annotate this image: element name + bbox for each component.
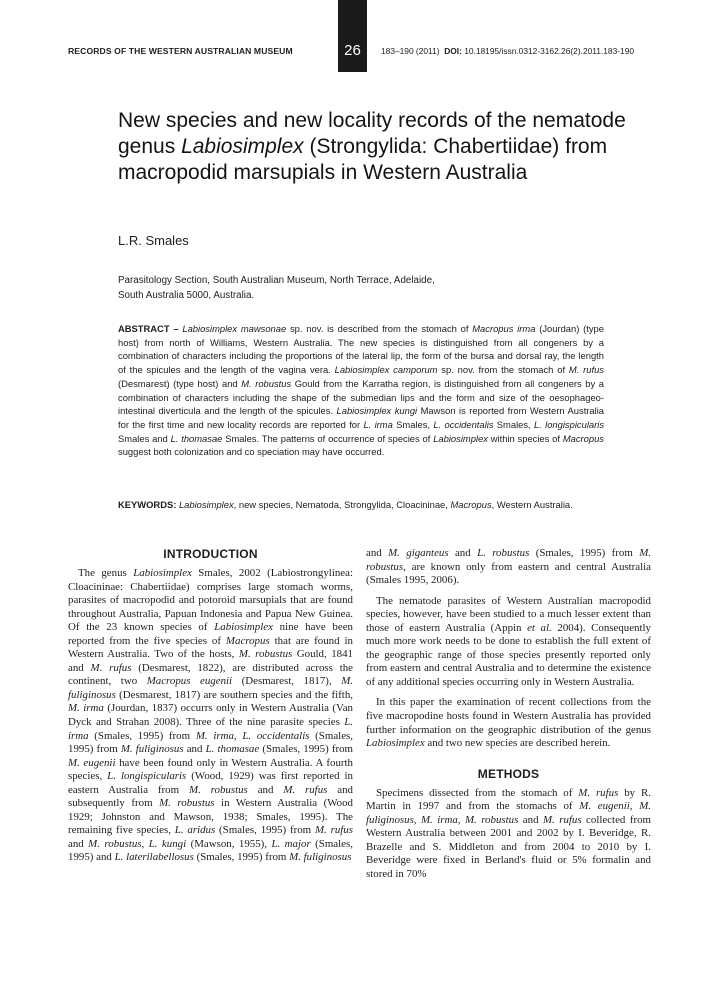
article-title (118, 108, 628, 186)
italic-text-run: M. robustus (189, 783, 248, 796)
italic-text-run: Macropus (225, 634, 270, 647)
doi-value: 10.18195/issn.0312-3162.26(2).2011.183-190 (464, 46, 635, 56)
methods-paragraph-1 (366, 787, 651, 882)
abstract-label: ABSTRACT – (118, 323, 179, 334)
text-run: and (448, 547, 478, 559)
text-run: Smales, (392, 418, 434, 430)
text-run: , are known only from eastern and central Australia (Smales 1995, 2006). (366, 560, 651, 587)
text-run: (Mawson, 1955), (186, 837, 272, 850)
italic-text-run: M. irma (68, 702, 104, 715)
text-run: Smales, (493, 418, 534, 430)
text-run: (Jourdan, 1837) occurrs only in Western Australia (Van Dyck and Strahan 2008). Three of the nine parasite species (68, 702, 353, 729)
introduction-heading: INTRODUCTION (163, 547, 258, 561)
text-run: (Smales, 1995) from (193, 851, 290, 864)
italic-text-run: Macropus (562, 432, 604, 444)
text-run: (Wood, 1929) was first reported in eastern Australia from (68, 770, 353, 796)
italic-text-run: Macropus (450, 499, 492, 510)
abstract (118, 322, 604, 459)
italic-text-run: L. kungi (148, 837, 187, 850)
italic-text-run: L. robustus (477, 547, 530, 559)
italic-text-run: L. laterilabellosus (114, 851, 194, 864)
text-run: Mawson is reported from Western Australia for the first time and new locality records are reported for (118, 405, 605, 430)
keywords-body (176, 499, 572, 510)
text-run: in Western Australia (Wood 1929; Johnston and Mawson, 1938; Smales, 1995). The remaining five species, (68, 797, 353, 837)
title-part-1: New species and new locality records of the nematode genus (118, 109, 626, 158)
italic-text-run: Macropus eugenii (146, 675, 233, 688)
text-run: and two new species are described herein. (424, 737, 611, 750)
affiliation-line-1: Parasitology Section, South Australian Museum, North Terrace, Adelaide, (118, 275, 435, 286)
volume-tab (338, 0, 367, 72)
italic-text-run: M. irma (195, 729, 234, 742)
text-run: (Smales, 1995) from (215, 824, 315, 837)
italic-text-run: M. rufus (90, 661, 132, 674)
italic-text-run: L. occidentalis (242, 729, 310, 742)
text-run: and (68, 837, 89, 850)
italic-text-run: M. robustus (238, 648, 293, 661)
intro-paragraph-3 (366, 696, 651, 750)
italic-text-run: Labiosimplex mawsonae (182, 323, 287, 334)
text-run: The genus (78, 567, 134, 579)
text-run: Gould from the Karratha region, is distinguished from all congeners by a combination of characters including the shape of the submedian lips and the form and size of the oesophageo-intestinal diverticula and the length of the spicules. (118, 377, 605, 417)
text-run: Smales, 2002 (Labiostrongylinea: Cloacininae: Chabertiidae) comprises large stomach worms, parasites of macropodid and potoroid marsupials that are found throughout Australia, Papuan Indonesia and Papua New Guinea. Of the 23 known species of (68, 567, 353, 634)
italic-text-run: Labiosimplex (178, 499, 234, 510)
text-run: suggest both colonization and co speciation may have occurred. (118, 446, 385, 458)
title-part-2: (Strongylida: Chabertiidae) from macropodid marsupials in Western Australia (118, 135, 608, 184)
intro-paragraph-2 (366, 595, 651, 690)
text-run: nine have been reported from the five species of (68, 621, 353, 647)
affiliation-line-2: South Australia 5000, Australia. (118, 290, 255, 301)
italic-text-run: L. irma (363, 418, 393, 430)
italic-text-run: M. robustus (241, 377, 292, 389)
text-run: In this paper the examination of recent collections from the five macropodine hosts found in Western Australia has provided further information on the geographic distribution of the genus (366, 696, 651, 736)
volume-number: 26 (344, 42, 361, 59)
text-run: by R. Martin in 1997 and from the stomachs of (366, 786, 651, 813)
text-run: that are found in Western Australia. Two of the hosts, (68, 634, 353, 661)
italic-text-run: M. fuliginosus (289, 851, 352, 864)
italic-text-run: L. occidentalis (433, 418, 494, 430)
header-citation (381, 46, 634, 56)
text-run: 2004). Consequently much more work needs to be done to establish the full extent of the geographic range of those species presently reported only from eastern and central Australia and to determine the existence of any additional species occurring only in Western Australia. (366, 621, 651, 688)
right-column (366, 547, 651, 888)
text-run: (Jourdan) (type host) from north of Williams, Western Australia. The new species is distinguished from all congeners by a combination of characters including the proportions of the lateral lip, the form of the bursa and dorsal ray, the length of the spicules and the length of the vagina vera. (118, 323, 604, 376)
italic-text-run: M. robustus (159, 797, 215, 810)
text-run: (Smales, 1995) from (259, 743, 353, 756)
italic-text-run: M. eugenii, M. fuliginosus, M. irma, M. robustus (366, 800, 652, 826)
intro-paragraph-continued (366, 547, 651, 588)
text-run: (Desmarest, 1817), (232, 675, 342, 688)
italic-text-run: Labiosimplex camporum (334, 364, 438, 376)
text-run: sp. nov. from the stomach of (437, 364, 569, 376)
italic-text-run: Labiosimplex (133, 567, 192, 579)
italic-text-run: Macropus irma (472, 323, 536, 334)
text-run: , (233, 729, 243, 742)
doi-label: DOI: (444, 46, 462, 56)
text-run: and (366, 547, 389, 559)
italic-text-run: et al. (527, 621, 552, 634)
italic-text-run: M. rufus (568, 364, 604, 376)
text-run: Smales. The patterns of occurrence of species of (222, 432, 434, 444)
text-run: sp. nov. is described from the stomach of (286, 323, 473, 334)
text-run: The nematode parasites of Western Australian macropodid species, however, have been studied to a much lesser extent than those of eastern Australia (Appin (366, 594, 651, 634)
italic-text-run: M. robustus (88, 837, 142, 850)
text-run: (Desmarest, 1822), are distributed across the continent, two (68, 661, 353, 688)
italic-text-run: M. giganteus (388, 547, 449, 559)
left-column (68, 547, 353, 872)
title-genus: Labiosimplex (181, 135, 304, 158)
italic-text-run: L. thomasae (170, 432, 223, 444)
text-run: (Smales, 1995) from (88, 729, 196, 742)
text-run: (Desmarest, 1817) are southern species and the fifth, (115, 688, 353, 701)
italic-text-run: Labiosimplex (366, 737, 425, 750)
affiliation (118, 273, 538, 303)
italic-text-run: Labiosimplex (214, 621, 273, 634)
text-run: (Smales, 1995) and (68, 837, 353, 864)
italic-text-run: M. rufus (578, 786, 619, 799)
italic-text-run: L. irma (68, 716, 353, 742)
abstract-body (118, 323, 604, 457)
italic-text-run: Labiosimplex (433, 432, 488, 444)
text-run: within species of (487, 432, 563, 444)
italic-text-run: L. major (271, 837, 311, 850)
italic-text-run: L. thomasae (205, 743, 260, 756)
text-run: (Smales, 1995) from (68, 729, 353, 756)
italic-text-run: Labiosimplex kungi (336, 405, 418, 417)
keywords-label: KEYWORDS: (118, 499, 177, 510)
text-run: Smales and (118, 432, 171, 444)
keywords (118, 498, 618, 512)
text-run: and (247, 783, 284, 796)
italic-text-run: M. eugenii (68, 756, 116, 769)
italic-text-run: L. longispicularis (533, 418, 605, 430)
text-run: and (518, 813, 543, 826)
page-range: 183–190 (2011) (381, 46, 440, 56)
italic-text-run: M. robustus (366, 547, 651, 573)
text-run: , Western Australia. (491, 499, 573, 510)
text-run: Gould, 1841 and (68, 648, 353, 674)
text-run: have been found only in Western Australia. A fourth species, (68, 756, 353, 783)
italic-text-run: L. aridus (174, 824, 216, 837)
italic-text-run: M. fuliginosus (68, 675, 353, 701)
methods-heading: METHODS (477, 766, 540, 781)
text-run: (Smales, 1995) from (529, 547, 640, 559)
text-run: collected from Western Australia between 2001 and 2002 by I. Beveridge, R. Brazelle and S. Middleton and from 2004 to 2010 by I. Beveridge were fixed in Berland's fluid or 5% formalin and stored in 70% (366, 813, 651, 880)
text-run: and (183, 743, 206, 756)
italic-text-run: M. rufus (542, 813, 582, 826)
text-run: , new species, Nematoda, Strongylida, Cloacininae, (233, 499, 451, 510)
journal-name: RECORDS OF THE WESTERN AUSTRALIAN MUSEUM (68, 46, 293, 56)
author: L.R. Smales (118, 233, 189, 248)
text-run: , (141, 837, 149, 850)
italic-text-run: L. longispicularis (107, 770, 187, 783)
intro-paragraph-1 (68, 567, 353, 865)
italic-text-run: M. rufus (283, 783, 328, 796)
text-run: (Desmarest) (type host) and (118, 377, 242, 389)
text-run: and subsequently from (68, 783, 354, 810)
italic-text-run: M. fuliginosus (120, 743, 184, 756)
text-run: Specimens dissected from the stomach of (376, 786, 579, 799)
italic-text-run: M. rufus (314, 824, 353, 837)
